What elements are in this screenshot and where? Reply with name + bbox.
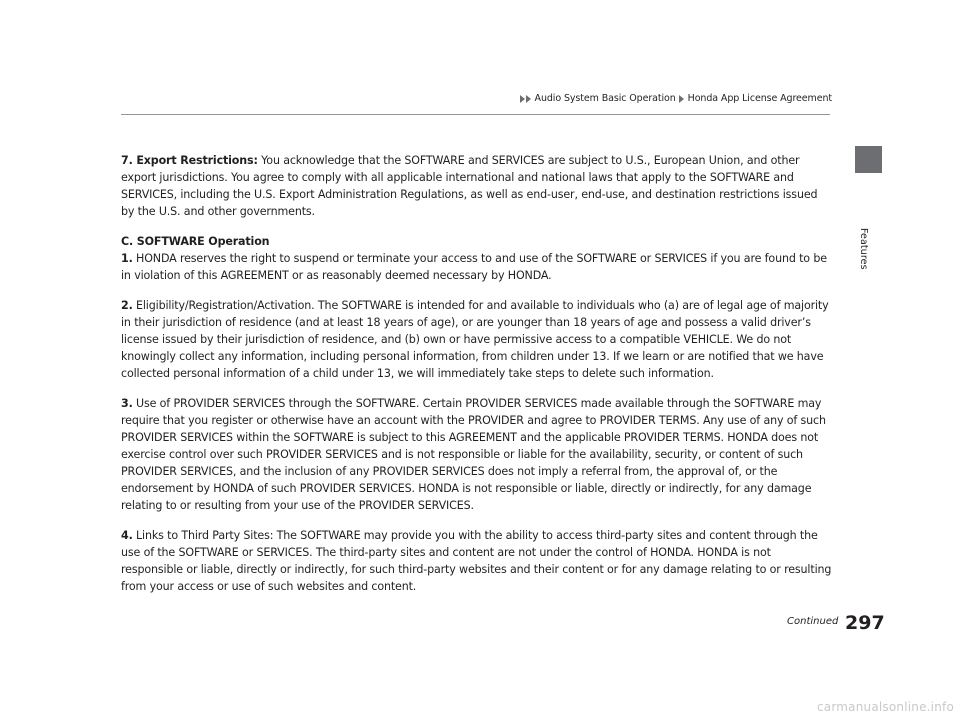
- paragraph-text: You acknowledge that the SOFTWARE and SERVICES are subject to U.S., European Union, and other export jurisdictions. You agree to comply with all applicable international and national laws that apply to the SOFTWARE and SERVICES, including the U.S. Export Administration Regulations, as well as end-user, end-use, and destination restrictions issued by the U.S. and other governments.: [121, 154, 818, 218]
- double-arrow-icon: [520, 95, 532, 103]
- page-number: 297: [845, 612, 885, 634]
- breadcrumb: [520, 93, 832, 104]
- paragraph-number: 2.: [121, 299, 133, 312]
- paragraph-text: Use of PROVIDER SERVICES through the SOFTWARE. Certain PROVIDER SERVICES made available through the SOFTWARE may require that you register or otherwise have an account with the PROVIDER and agree to PROVIDER TERMS. Any use of any of such PROVIDER SERVICES within the SOFTWARE is subject to this AGREEMENT and the applicable PROVIDER TERMS. HONDA does not exercise control over such PROVIDER SERVICES and is not responsible or liable for the availability, security, or content of such PROVIDER SERVICES, and the inclusion of any PROVIDER SERVICES does not imply a referral from, the approval of, or the endorsement by HONDA of such PROVIDER SERVICES. HONDA is not responsible or liable, directly or indirectly, for any damage relating to or resulting from your use of the PROVIDER SERVICES.: [121, 397, 826, 512]
- paragraph-number: 4.: [121, 529, 133, 542]
- side-tab-label: Features: [858, 228, 869, 270]
- paragraph-c4: [121, 527, 833, 595]
- section-heading: C. SOFTWARE Operation: [121, 235, 270, 248]
- paragraph-text: Links to Third Party Sites: The SOFTWARE may provide you with the ability to access third-party sites and content through the use of the SOFTWARE or SERVICES. The third-party sites and content are not under the control of HONDA. HONDA is not responsible or liable, directly or indirectly, for such third-party websites and their content or for any damage relating to or resulting from your access or use of such websites and content.: [121, 529, 832, 593]
- paragraph-text: HONDA reserves the right to suspend or terminate your access to and use of the SOFTWARE or SERVICES if you are found to be in violation of this AGREEMENT or as reasonably deemed necessary by HONDA.: [121, 252, 827, 282]
- license-text: [121, 152, 833, 595]
- watermark: carmanualsonline.info: [817, 700, 954, 714]
- arrow-icon: [679, 95, 685, 103]
- paragraph-c2: [121, 297, 833, 382]
- paragraph-text: Eligibility/Registration/Activation. The SOFTWARE is intended for and available to individuals who (a) are of legal age of majority in their jurisdiction of residence (and at least 18 years of age), or are younger than 18 years of age and possess a valid driver’s license issued by their jurisdiction of residence, and (b) own or have permissive access to a compatible VEHICLE. We do not knowingly collect any information, including personal information, from children under 13. If we learn or are notified that we have collected personal information of a child under 13, we will immediately take steps to delete such information.: [121, 299, 829, 380]
- continued-label: Continued: [787, 616, 839, 627]
- paragraph-number: 1.: [121, 252, 133, 265]
- header-divider: [121, 114, 830, 115]
- paragraph-c3: [121, 395, 833, 514]
- breadcrumb-section: Audio System Basic Operation: [534, 93, 676, 104]
- paragraph-label: 7. Export Restrictions:: [121, 154, 258, 167]
- paragraph-export-restrictions: [121, 152, 833, 220]
- section-tab: [855, 146, 882, 173]
- paragraph-number: 3.: [121, 397, 133, 410]
- paragraph-c1: [121, 250, 833, 284]
- breadcrumb-subsection: Honda App License Agreement: [687, 93, 832, 104]
